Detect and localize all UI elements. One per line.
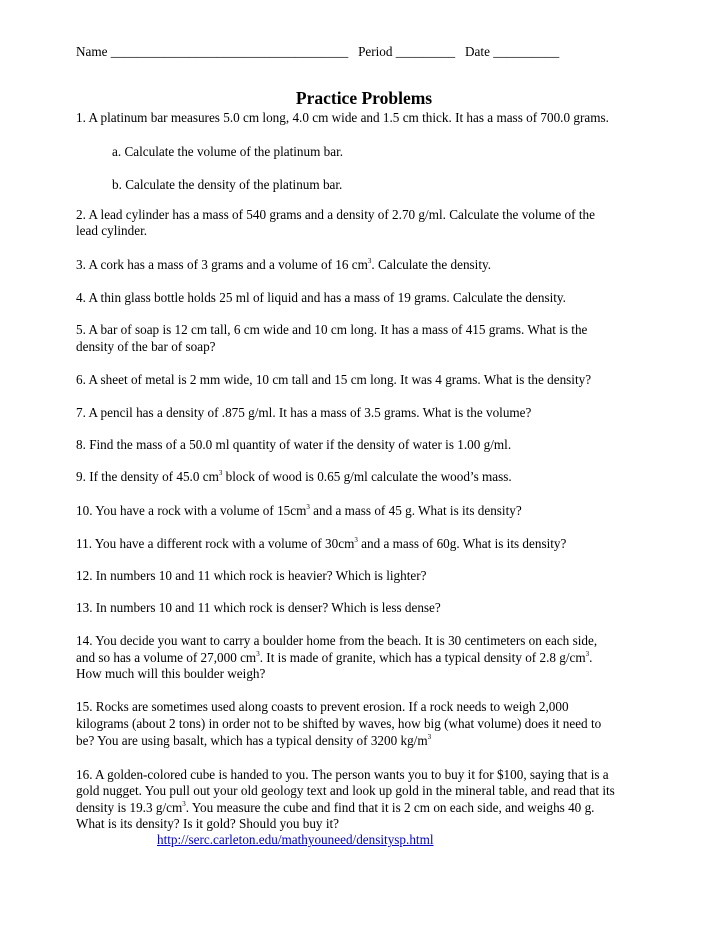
problem-15-line-2: kilograms (about 2 tons) in order not to be shifted by waves, how big (what volume) does it need to: [76, 716, 602, 731]
problem-5-line-1: 5. A bar of soap is 12 cm tall, 6 cm wide and 10 cm long. It has a mass of 415 grams. What is the: [76, 322, 588, 337]
problem-11: 11. You have a different rock with a volume of $30cm^3$ and a mass of 60g. What is its density?: [76, 536, 567, 551]
problem-16-line-4: What is its density? Is it gold? Should you buy it?: [76, 816, 339, 831]
problem-13: 13. In numbers 10 and 11 which rock is denser? Which is less dense?: [76, 600, 441, 615]
period-field-label: Period _________: [358, 44, 456, 59]
problem-3: 3. A cork has a mass of 3 grams and a volume of 16 $cm^3$. Calculate the density.: [76, 257, 492, 272]
source-link[interactable]: http://serc.carleton.edu/mathyouneed/densitysp.html: [157, 832, 434, 847]
problem-16-line-2: gold nugget. You pull out your old geology text and look up gold in the mineral table, and read that its: [76, 783, 615, 798]
problem-14-line-3: How much will this boulder weigh?: [76, 666, 266, 681]
problem-14-line-1: 14. You decide you want to carry a boulder home from the beach. It is 30 centimeters on each side,: [76, 633, 598, 648]
problem-6: 6. A sheet of metal is 2 mm wide, 10 cm tall and 15 cm long. It was 4 grams. What is the density?: [76, 372, 592, 387]
problem-15-line-3: be? You are using basalt, which has a typical density of 3200 $kg/m^3$: [76, 733, 432, 748]
problem-16-line-3: density is 19.3 $g/cm^3$. You measure the cube and find that it is 2 cm on each side, and weighs 40 g.: [76, 800, 595, 815]
problem-2-line-1: 2. A lead cylinder has a mass of 540 grams and a density of 2.70 g/ml. Calculate the volume of the: [76, 207, 595, 222]
name-field-label: Name ____________________________________: [76, 44, 349, 59]
page-title: Practice Problems: [295, 88, 433, 108]
problem-15-line-1: 15. Rocks are sometimes used along coasts to prevent erosion. If a rock needs to weigh 2,000: [76, 699, 569, 714]
problem-1: 1. A platinum bar measures 5.0 cm long, 4.0 cm wide and 1.5 cm thick. It has a mass of 700.0 grams.: [76, 110, 609, 125]
date-field-label: Date __________: [465, 44, 560, 59]
problem-5-line-2: density of the bar of soap?: [76, 339, 216, 354]
problem-1b: b. Calculate the density of the platinum bar.: [112, 177, 343, 192]
problem-9: 9. If the density of 45.0 $cm^3$ block of wood is 0.65 g/ml calculate the wood’s mass.: [76, 469, 512, 484]
header-line: [76, 44, 559, 60]
problem-10: 10. You have a rock with a volume of $15cm^3$ and a mass of 45 g. What is its density?: [76, 503, 522, 518]
problem-16-line-1: 16. A golden-colored cube is handed to you. The person wants you to buy it for $100, saying that is a: [76, 767, 609, 782]
problem-14-line-2: and so has a volume of 27,000 $cm^3$. It is made of granite, which has a typical density of 2.8 $g/cm^3$.: [76, 650, 593, 665]
problem-7: 7. A pencil has a density of .875 g/ml. It has a mass of 3.5 grams. What is the volume?: [76, 405, 532, 420]
problem-4: 4. A thin glass bottle holds 25 ml of liquid and has a mass of 19 grams. Calculate the density.: [76, 290, 566, 305]
source-link-line: [157, 832, 434, 848]
problem-2-line-2: lead cylinder.: [76, 223, 148, 238]
problem-8: 8. Find the mass of a 50.0 ml quantity of water if the density of water is 1.00 g/ml.: [76, 437, 512, 452]
problem-12: 12. In numbers 10 and 11 which rock is heavier? Which is lighter?: [76, 568, 427, 583]
problem-1a: a. Calculate the volume of the platinum bar.: [112, 144, 344, 159]
